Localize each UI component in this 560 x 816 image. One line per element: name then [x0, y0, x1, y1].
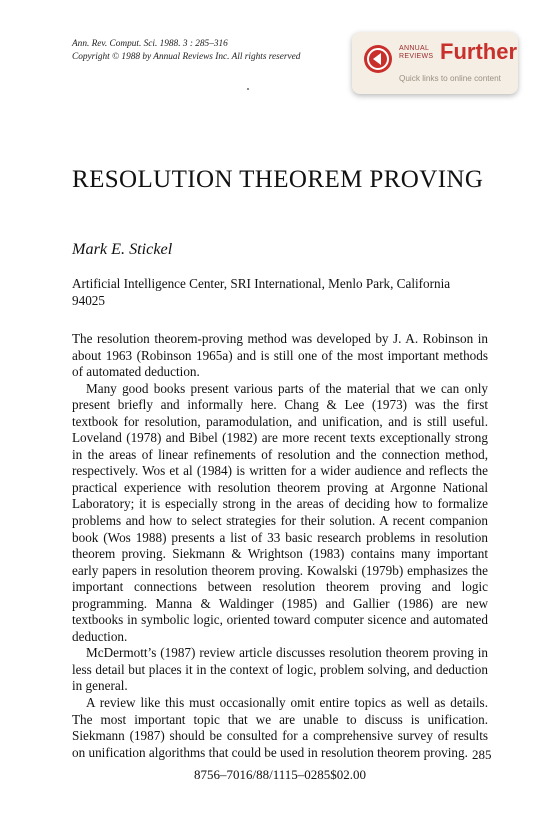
stray-dot: [247, 88, 249, 90]
article-title-text: RESOLUTION THEOREM PROVING: [72, 166, 484, 193]
annual-reviews-logo-text: ANNUAL REVIEWS: [399, 45, 434, 60]
arrow-circle-icon: [364, 45, 392, 73]
journal-header: [72, 38, 300, 63]
further-label: Further: [440, 39, 517, 64]
banner-subtitle: Quick links to online content: [399, 74, 501, 83]
page-number: 285: [472, 747, 492, 762]
body-paragraph: Many good books present various parts of the material that we can only present briefly and informally here. Chang & Lee (1973) was the first textbook for resolution, paramodulation, and unification, and is still useful. Loveland (1978) and Bibel (1982) are more recent texts exceptionally strong in the areas of linear refinements of resolution and the connection method, respectively. Wos et al (1984) is written for a wider audience and reflects the practical experience with resolution theorem proving at Argonne National Laboratory; it is especially strong in the areas of deciding how to formalize problems and how to select strategies for their solution. A recent companion book (Wos 1988) presents a list of 33 basic research problems in resolution theorem proving. Siekmann & Wrightson (1983) contains many important early papers in resolution theorem proving. Kowalski (1979b) emphasizes the important connections between resolution theorem proving and logic programming. Manna & Waldinger (1985) and Gallier (1986) are new textbooks in symbolic logic, oriented toward computer sicence and automated deduction.: [72, 380, 488, 644]
author-name: Mark E. Stickel: [72, 240, 173, 258]
copyright-notice: Copyright © 1988 by Annual Reviews Inc. All rights reserved: [72, 51, 301, 62]
article-code: 8756–7016/88/1115–0285$02.00: [193, 767, 366, 782]
journal-citation: Ann. Rev. Comput. Sci. 1988. 3 : 285–316: [72, 39, 228, 49]
author-affiliation: Artificial Intelligence Center, SRI International, Menlo Park, California 94025: [72, 276, 451, 308]
article-title: [72, 163, 483, 196]
body-paragraph: A review like this must occasionally omit entire topics as well as details. The most important topic that we are unable to discuss is unification. Siekmann (1987) should be consulted for a comprehensive survey of results on unification algorithms that could be used in resolution theorem proving.: [72, 695, 488, 760]
further-banner-link[interactable]: [352, 32, 518, 94]
body-paragraph: McDermott’s (1987) review article discusses resolution theorem proving in less detail but places it in the context of logic, problem solving, and deduction in general.: [72, 645, 488, 694]
article-body: [72, 331, 488, 761]
body-paragraph: The resolution theorem-proving method was developed by J. A. Robinson in about 1963 (Robinson 1965a) and is still one of the most important methods of automated deduction.: [72, 331, 488, 380]
